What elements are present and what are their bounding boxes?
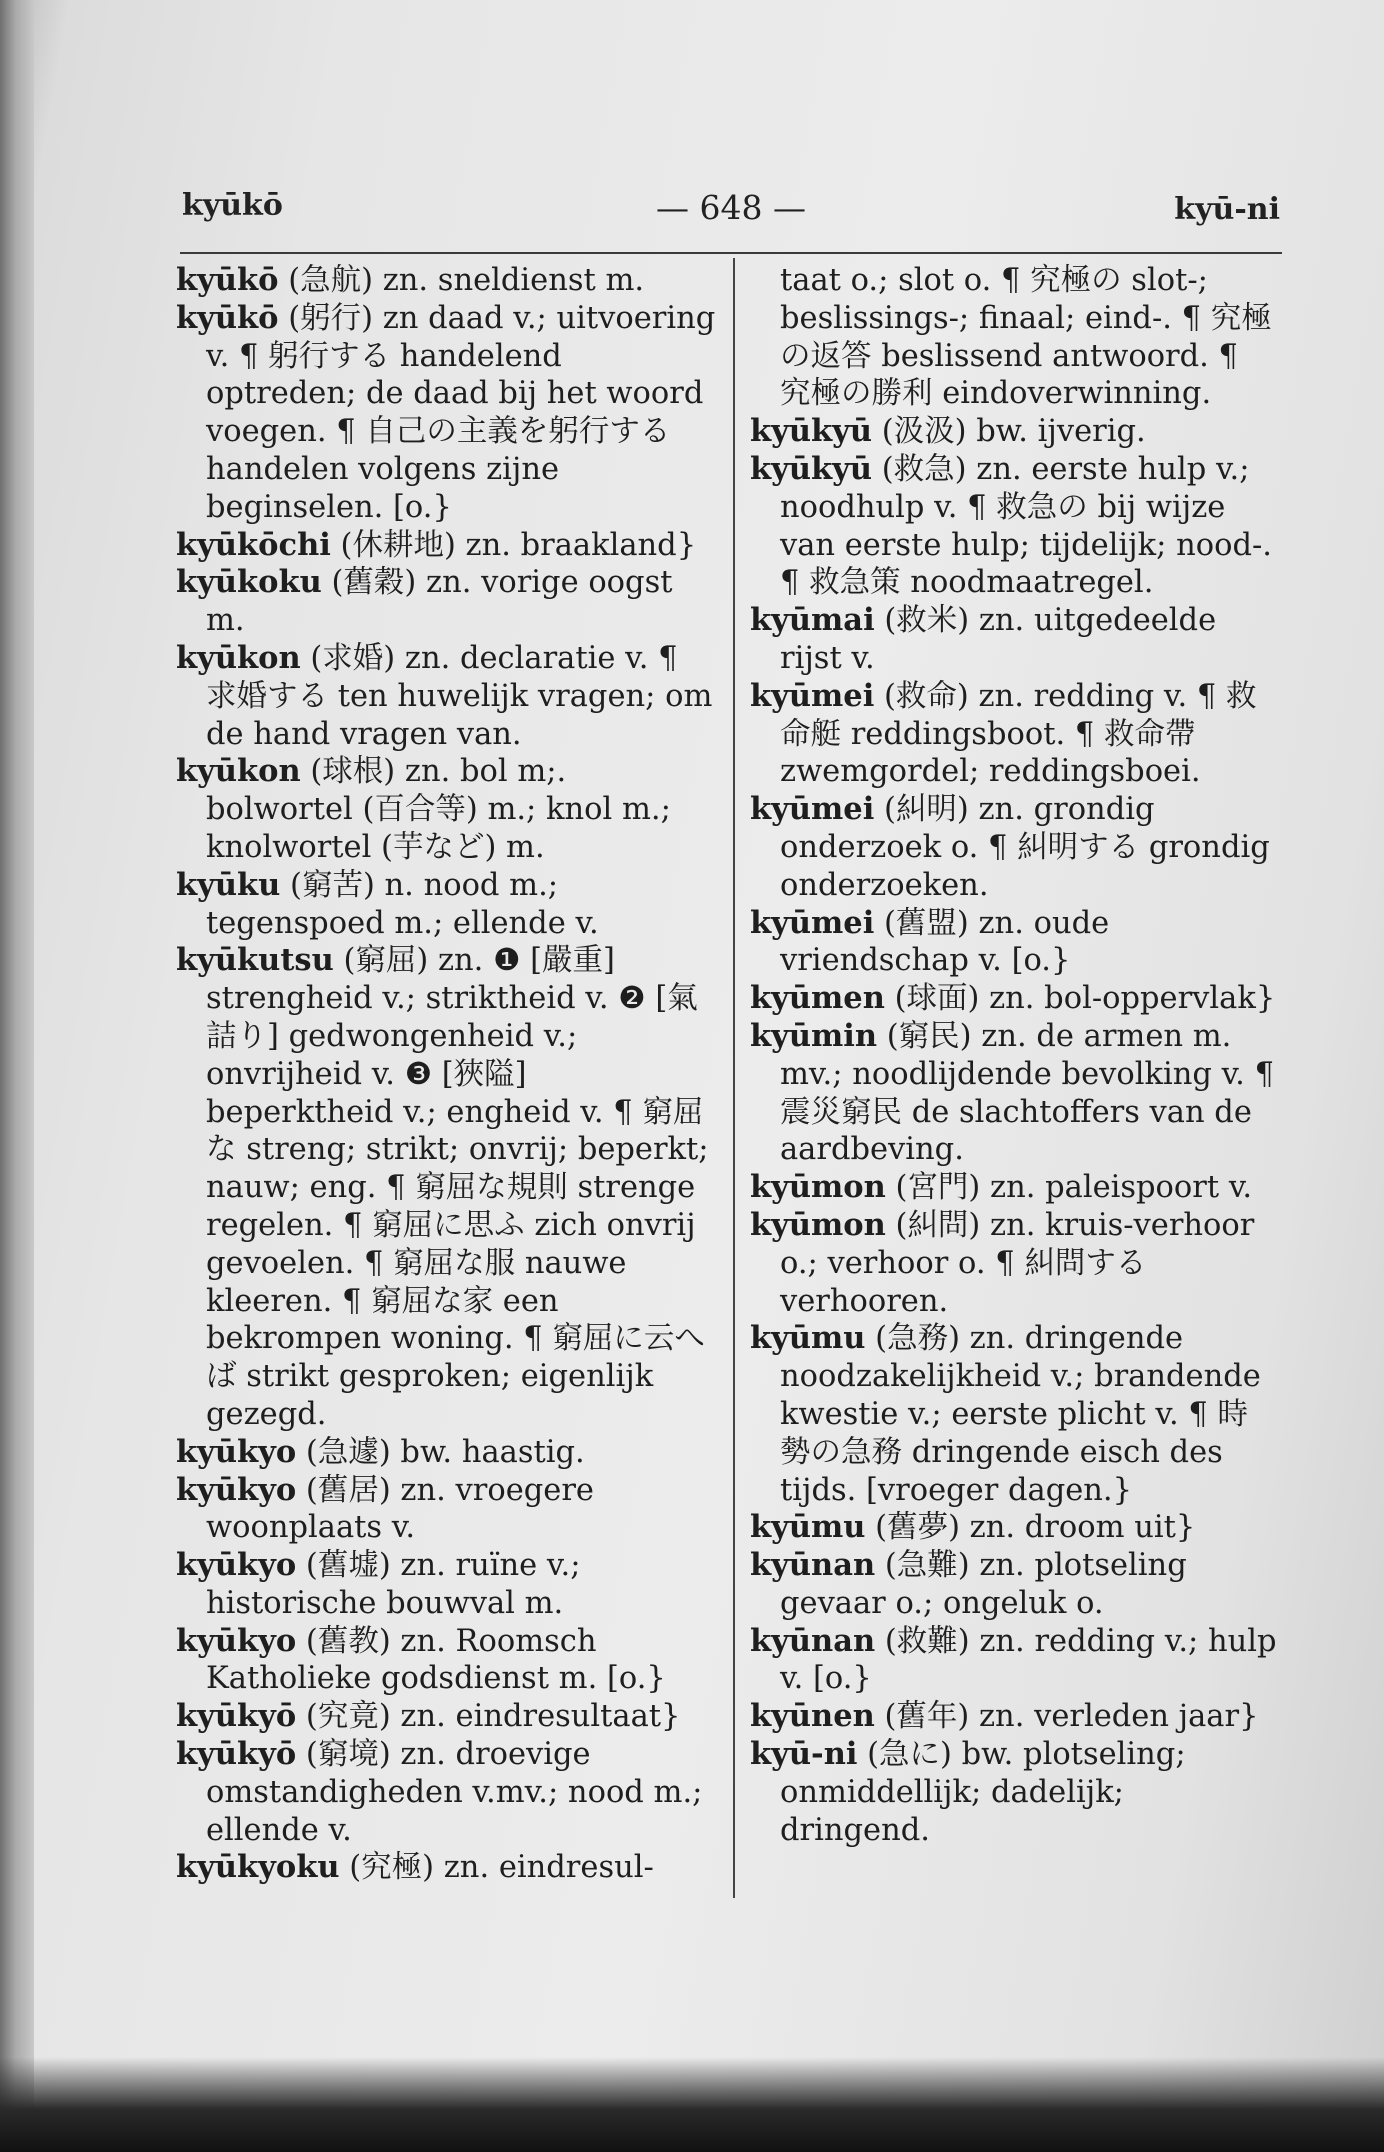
- dictionary-entry: kyūmen (球面) zn. bol-oppervlak}: [750, 980, 1276, 1017]
- left-column: [176, 262, 716, 1887]
- dictionary-entry: kyūkyoku (究極) zn. eindresul-: [176, 1849, 654, 1886]
- headword: kyūku: [176, 866, 281, 903]
- book-spine-shadow: [0, 0, 34, 2152]
- headword: kyūkyō: [176, 1736, 297, 1773]
- headword: kyūnan: [750, 1622, 876, 1659]
- headword: kyūmon: [750, 1169, 886, 1206]
- header-rule: [180, 252, 1282, 254]
- headword: kyūmen: [750, 980, 885, 1017]
- headword: kyūkyō: [176, 1698, 297, 1735]
- dictionary-entry: kyūmu (舊夢) zn. droom uit}: [750, 1509, 1196, 1546]
- headword: kyūkyo: [176, 1433, 297, 1470]
- page-number: — 648 —: [656, 188, 806, 227]
- headword: kyūmon: [750, 1206, 886, 1243]
- dictionary-entry: kyūmei (救命) zn. redding v. ¶ 救命艇 reddingsboot. ¶ 救命帶 zwemgordel; reddingsboei.: [750, 677, 1257, 790]
- headword: kyūkō: [176, 262, 279, 298]
- dictionary-entry: kyūmon (糾問) zn. kruis-verhoor o.; verhoor o. ¶ 糾問する verhooren.: [750, 1206, 1255, 1319]
- dictionary-entry: kyūmon (宮門) zn. paleispoort v.: [750, 1169, 1253, 1206]
- headword: kyūmei: [750, 791, 875, 828]
- headword: kyūkō: [176, 299, 279, 336]
- headword: kyūmei: [750, 677, 875, 714]
- headword: kyūkyū: [750, 450, 873, 487]
- dictionary-entry: kyūnen (舊年) zn. verleden jaar}: [750, 1698, 1259, 1735]
- dictionary-entry: kyūkō (急航) zn. sneldienst m.: [176, 262, 645, 298]
- headword: kyūnen: [750, 1698, 875, 1735]
- headword: kyūmei: [750, 904, 875, 941]
- dictionary-entry: kyūmei (舊盟) zn. oude vriendschap v. [o.}: [750, 904, 1110, 979]
- page-bottom-shadow: [0, 2057, 1384, 2152]
- headword: kyūkyo: [176, 1471, 297, 1508]
- dictionary-entry: kyūkyū (汲汲) bw. ijverig.: [750, 413, 1146, 450]
- dictionary-entry: kyūkoku (舊穀) zn. vorige oogst m.: [176, 564, 673, 639]
- dictionary-entry: kyūmei (糾明) zn. grondig onderzoek o. ¶ 糾明する grondig onderzoeken.: [750, 791, 1270, 903]
- headword: kyūkyū: [750, 413, 873, 450]
- headword: kyūkyo: [176, 1622, 297, 1659]
- dictionary-entry: kyūkyū (救急) zn. eerste hulp v.; noodhulp v. ¶ 救急の bij wijze van eerste hulp; tijdelijk; nood-. ¶ 救急策 noodmaatregel.: [750, 450, 1272, 601]
- headword: kyūkyoku: [176, 1849, 340, 1886]
- left-guide-word: kyūkō: [182, 188, 283, 223]
- headword: kyūmu: [750, 1509, 866, 1546]
- dictionary-entry: kyūmu (急務) zn. dringende noodzakelijkheid v.; brandende kwestie v.; eerste plicht v. ¶ 時勢の急務 dringende eisch des tijds. [vroeger dagen.}: [750, 1320, 1261, 1508]
- dictionary-entry: kyūkon (求婚) zn. declaratie v. ¶ 求婚する ten huwelijk vragen; om de hand vragen van.: [176, 639, 713, 752]
- headword: kyūkon: [176, 639, 301, 676]
- dictionary-entry: kyūkō (躬行) zn daad v.; uitvoering v. ¶ 躬行する handelend optreden; de daad bij het woord voegen. ¶ 自己の主義を躬行する handelen volgens zijne beginselen. [o.}: [176, 299, 716, 525]
- headword: kyūkon: [176, 753, 301, 790]
- dictionary-entry: kyūkyō (究竟) zn. eindresultaat}: [176, 1698, 681, 1735]
- dictionary-entry: kyūkutsu (窮屈) zn. ❶ [嚴重] strengheid v.; striktheid v. ❷ [氣詰り] gedwongenheid v.; onvrijheid v. ❸ [狹隘] beperktheid v.; engheid v. ¶ 窮屈な streng; strikt; onvrij; beperkt; nauw; eng. ¶ 窮屈な規則 strenge regelen. ¶ 窮屈に思ふ zich onvrij gevoelen. ¶ 窮屈な服 nauwe kleeren. ¶ 窮屈な家 een bekrompen woning. ¶ 窮屈に云へば strikt gesproken; eigenlijk gezegd.: [176, 942, 709, 1432]
- dictionary-entry: kyūnan (救難) zn. redding v.; hulp v. [o.}: [750, 1622, 1277, 1697]
- headword: kyūkōchi: [176, 526, 331, 563]
- dictionary-entry: kyūkyo (舊墟) zn. ruïne v.; historische bouwval m.: [176, 1547, 581, 1621]
- dictionary-entry: kyūkōchi (休耕地) zn. braakland}: [176, 526, 697, 563]
- headword: kyūmai: [750, 602, 875, 639]
- dictionary-entry: kyūku (窮苦) n. nood m.; tegenspoed m.; ellende v.: [176, 866, 599, 941]
- continued-entry: taat o.; slot o. ¶ 究極の slot-; beslissings-; finaal; eind-. ¶ 究極の返答 beslissend antwoord. ¶ 究極の勝利 eindoverwinning.: [780, 263, 1272, 412]
- dictionary-entry: kyūmin (窮民) zn. de armen m. mv.; noodlijdende bevolking v. ¶ 震災窮民 de slachtoffers van de aardbeving.: [750, 1017, 1274, 1168]
- dictionary-entry: kyūkyo (急遽) bw. haastig.: [176, 1433, 585, 1470]
- headword: kyūmu: [750, 1320, 866, 1357]
- headword: kyūkoku: [176, 564, 322, 601]
- dictionary-entry: kyūkyo (舊教) zn. Roomsch Katholieke godsdienst m. [o.}: [176, 1622, 666, 1697]
- headword: kyūkutsu: [176, 942, 334, 979]
- right-column: [750, 262, 1278, 1849]
- dictionary-entry: kyūkyō (窮境) zn. droevige omstandigheden v.mv.; nood m.; ellende v.: [176, 1736, 703, 1848]
- headword: kyūkyo: [176, 1547, 297, 1584]
- column-divider: [733, 258, 735, 1898]
- headword: kyū-ni: [750, 1736, 858, 1773]
- dictionary-entry: kyūnan (急難) zn. plotseling gevaar o.; ongeluk o.: [750, 1547, 1187, 1621]
- page-header: [182, 188, 1280, 240]
- dictionary-entry: kyūmai (救米) zn. uitgedeelde rijst v.: [750, 602, 1217, 676]
- dictionary-entry: kyū-ni (急に) bw. plotseling; onmiddellijk; dadelijk; dringend.: [750, 1736, 1186, 1848]
- dictionary-entry: kyūkon (球根) zn. bol m;. bolwortel (百合等) m.; knol m.; knolwortel (芋など) m.: [176, 753, 671, 865]
- headword: kyūmin: [750, 1017, 878, 1054]
- dictionary-entry: kyūkyo (舊居) zn. vroegere woonplaats v.: [176, 1471, 594, 1546]
- right-guide-word: kyū-ni: [1174, 192, 1280, 227]
- headword: kyūnan: [750, 1547, 876, 1584]
